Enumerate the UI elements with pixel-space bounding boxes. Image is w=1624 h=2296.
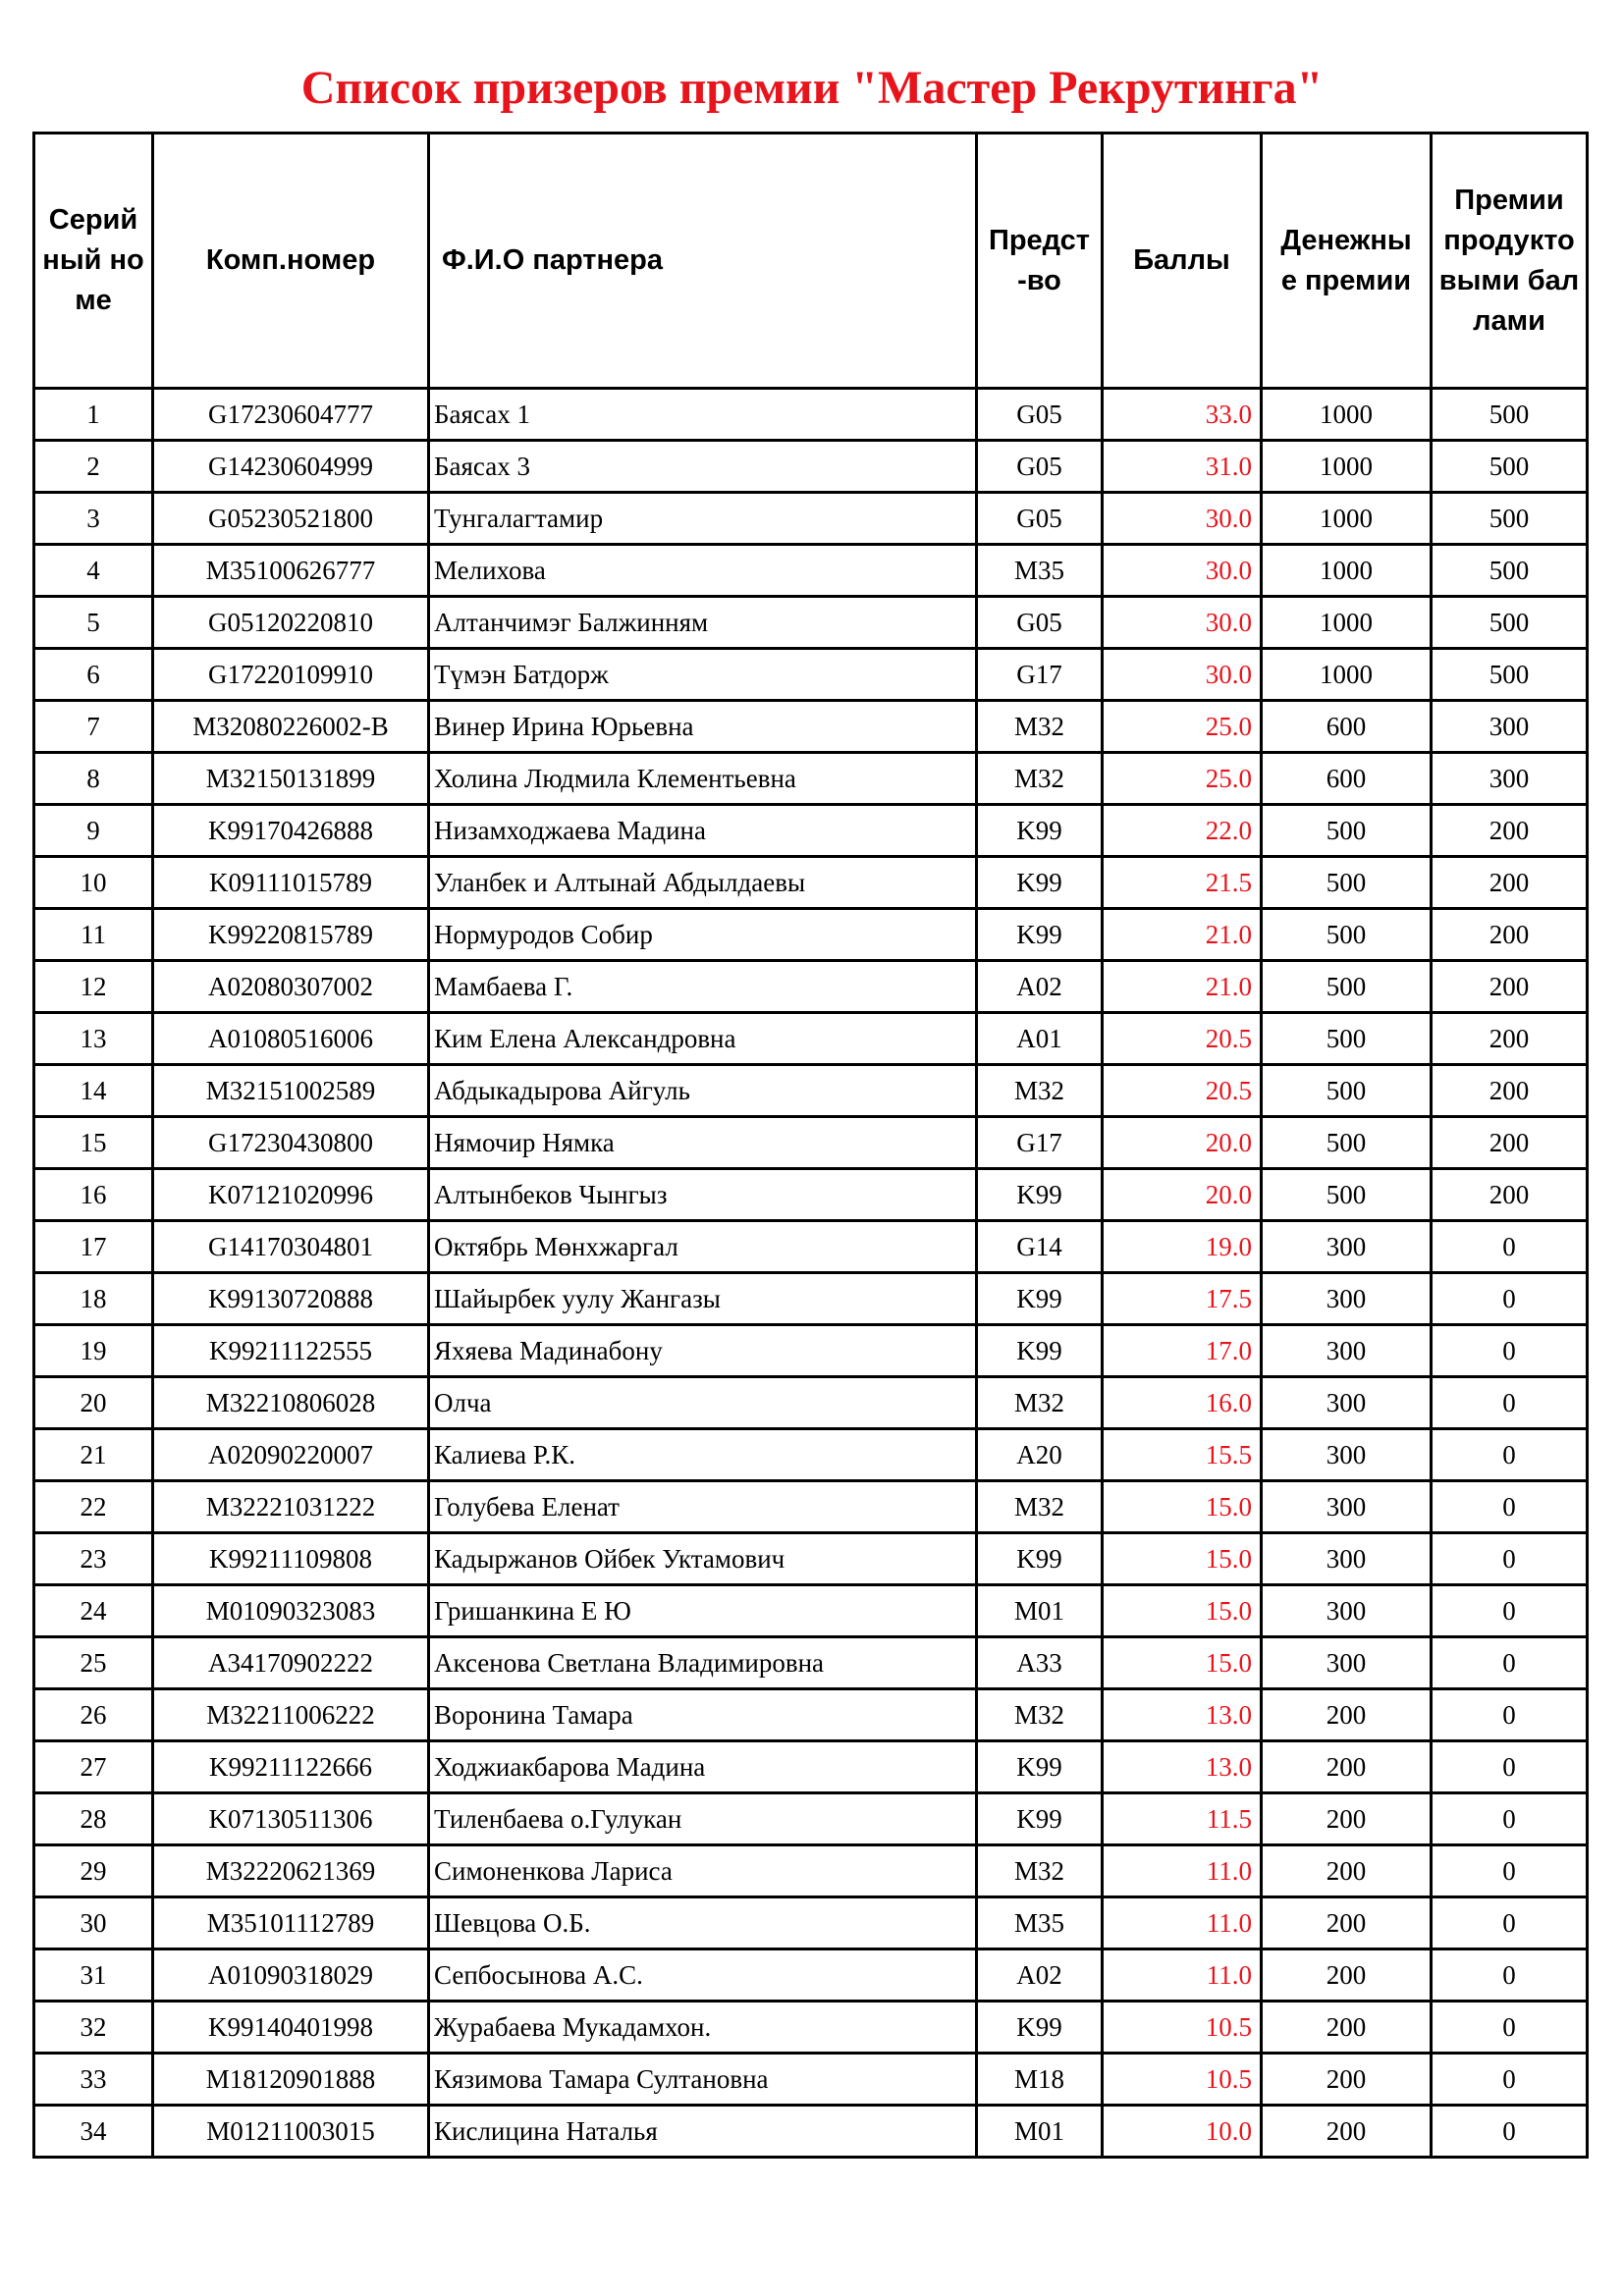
cell-serial: 33	[34, 2054, 153, 2106]
cell-product-prize: 200	[1432, 1013, 1588, 1065]
cell-product-prize: 0	[1432, 1845, 1588, 1897]
cell-serial: 6	[34, 649, 153, 701]
cell-office: A02	[977, 1949, 1103, 2002]
table-header-row	[34, 133, 1588, 389]
cell-office: G05	[977, 493, 1103, 545]
table-row	[34, 545, 1588, 597]
cell-cash-prize: 300	[1262, 1221, 1432, 1273]
table-body	[34, 389, 1588, 2158]
header-office	[977, 133, 1103, 389]
cell-product-prize: 500	[1432, 597, 1588, 649]
cell-points: 33.0	[1103, 389, 1262, 441]
cell-cash-prize: 200	[1262, 1741, 1432, 1793]
cell-comp-number: K99170426888	[153, 805, 429, 857]
cell-cash-prize: 200	[1262, 1689, 1432, 1741]
table-row	[34, 909, 1588, 961]
cell-comp-number: K07121020996	[153, 1169, 429, 1221]
cell-cash-prize: 500	[1262, 857, 1432, 909]
cell-product-prize: 500	[1432, 545, 1588, 597]
header-cash-prize	[1262, 133, 1432, 389]
cell-product-prize: 500	[1432, 441, 1588, 493]
cell-cash-prize: 200	[1262, 1949, 1432, 2002]
cell-comp-number: K99140401998	[153, 2002, 429, 2054]
cell-comp-number: G17230430800	[153, 1117, 429, 1169]
cell-points: 15.0	[1103, 1533, 1262, 1585]
cell-partner-name: Журабаева Мукадамхон.	[429, 2002, 977, 2054]
cell-cash-prize: 1000	[1262, 545, 1432, 597]
cell-points: 11.0	[1103, 1845, 1262, 1897]
header-office-line-1: Предст	[988, 224, 1091, 256]
cell-serial: 24	[34, 1585, 153, 1637]
cell-partner-name: Низамходжаева Мадина	[429, 805, 977, 857]
cell-serial: 11	[34, 909, 153, 961]
cell-product-prize: 0	[1432, 2054, 1588, 2106]
cell-serial: 1	[34, 389, 153, 441]
cell-product-prize: 200	[1432, 909, 1588, 961]
cell-serial: 5	[34, 597, 153, 649]
cell-product-prize: 200	[1432, 805, 1588, 857]
cell-points: 30.0	[1103, 545, 1262, 597]
cell-product-prize: 0	[1432, 1481, 1588, 1533]
cell-comp-number: M32221031222	[153, 1481, 429, 1533]
cell-serial: 3	[34, 493, 153, 545]
table-row	[34, 1481, 1588, 1533]
table-row	[34, 1429, 1588, 1481]
cell-serial: 34	[34, 2106, 153, 2158]
cell-points: 15.0	[1103, 1585, 1262, 1637]
cell-points: 20.0	[1103, 1117, 1262, 1169]
cell-office: M35	[977, 1897, 1103, 1949]
cell-partner-name: Түмэн Батдорж	[429, 649, 977, 701]
cell-comp-number: M18120901888	[153, 2054, 429, 2106]
cell-points: 11.0	[1103, 1949, 1262, 2002]
cell-serial: 25	[34, 1637, 153, 1689]
cell-partner-name: Алтанчимэг Балжинням	[429, 597, 977, 649]
cell-comp-number: G17230604777	[153, 389, 429, 441]
cell-product-prize: 300	[1432, 753, 1588, 805]
cell-office: A20	[977, 1429, 1103, 1481]
table-row	[34, 1637, 1588, 1689]
table-row	[34, 1065, 1588, 1117]
cell-points: 13.0	[1103, 1689, 1262, 1741]
cell-partner-name: Аксенова Светлана Владимировна	[429, 1637, 977, 1689]
table-row	[34, 1793, 1588, 1845]
cell-partner-name: Мелихова	[429, 545, 977, 597]
cell-comp-number: K99211109808	[153, 1533, 429, 1585]
header-comp-number: Комп.номер	[153, 133, 429, 389]
cell-comp-number: M32220621369	[153, 1845, 429, 1897]
cell-office: M32	[977, 1689, 1103, 1741]
cell-comp-number: K99211122555	[153, 1325, 429, 1377]
cell-serial: 2	[34, 441, 153, 493]
cell-points: 20.5	[1103, 1065, 1262, 1117]
cell-cash-prize: 300	[1262, 1429, 1432, 1481]
cell-product-prize: 200	[1432, 857, 1588, 909]
cell-comp-number: M32211006222	[153, 1689, 429, 1741]
cell-comp-number: K99130720888	[153, 1273, 429, 1325]
cell-office: K99	[977, 2002, 1103, 2054]
cell-cash-prize: 500	[1262, 909, 1432, 961]
cell-partner-name: Винер Ирина Юрьевна	[429, 701, 977, 753]
cell-serial: 20	[34, 1377, 153, 1429]
cell-serial: 14	[34, 1065, 153, 1117]
cell-cash-prize: 500	[1262, 1013, 1432, 1065]
cell-points: 13.0	[1103, 1741, 1262, 1793]
cell-comp-number: M01211003015	[153, 2106, 429, 2158]
cell-product-prize: 0	[1432, 1637, 1588, 1689]
cell-serial: 17	[34, 1221, 153, 1273]
cell-points: 30.0	[1103, 493, 1262, 545]
cell-office: A02	[977, 961, 1103, 1013]
cell-office: G17	[977, 1117, 1103, 1169]
cell-cash-prize: 200	[1262, 2002, 1432, 2054]
cell-points: 30.0	[1103, 649, 1262, 701]
cell-comp-number: M01090323083	[153, 1585, 429, 1637]
cell-comp-number: A01090318029	[153, 1949, 429, 2002]
cell-cash-prize: 200	[1262, 2106, 1432, 2158]
cell-cash-prize: 200	[1262, 2054, 1432, 2106]
cell-serial: 28	[34, 1793, 153, 1845]
table-row	[34, 1845, 1588, 1897]
cell-comp-number: K07130511306	[153, 1793, 429, 1845]
cell-serial: 19	[34, 1325, 153, 1377]
cell-product-prize: 0	[1432, 1897, 1588, 1949]
cell-serial: 16	[34, 1169, 153, 1221]
cell-office: M32	[977, 753, 1103, 805]
cell-office: G17	[977, 649, 1103, 701]
cell-cash-prize: 300	[1262, 1273, 1432, 1325]
cell-comp-number: G17220109910	[153, 649, 429, 701]
cell-office: G14	[977, 1221, 1103, 1273]
cell-cash-prize: 300	[1262, 1377, 1432, 1429]
cell-cash-prize: 300	[1262, 1325, 1432, 1377]
cell-product-prize: 0	[1432, 1741, 1588, 1793]
cell-cash-prize: 1000	[1262, 493, 1432, 545]
cell-points: 15.0	[1103, 1637, 1262, 1689]
cell-partner-name: Нямочир Нямка	[429, 1117, 977, 1169]
cell-partner-name: Мамбаева Г.	[429, 961, 977, 1013]
cell-serial: 29	[34, 1845, 153, 1897]
cell-product-prize: 0	[1432, 1793, 1588, 1845]
table-row	[34, 1325, 1588, 1377]
cell-partner-name: Гришанкина Е Ю	[429, 1585, 977, 1637]
cell-comp-number: M32080226002-B	[153, 701, 429, 753]
cell-serial: 8	[34, 753, 153, 805]
cell-serial: 31	[34, 1949, 153, 2002]
cell-comp-number: M32150131899	[153, 753, 429, 805]
cell-comp-number: G14230604999	[153, 441, 429, 493]
header-product-line-3: выми бал	[1438, 264, 1580, 296]
cell-serial: 22	[34, 1481, 153, 1533]
cell-serial: 4	[34, 545, 153, 597]
cell-office: K99	[977, 1741, 1103, 1793]
header-product-line-2: продукто	[1443, 224, 1575, 256]
cell-product-prize: 200	[1432, 1065, 1588, 1117]
table-row	[34, 389, 1588, 441]
cell-serial: 10	[34, 857, 153, 909]
cell-product-prize: 300	[1432, 701, 1588, 753]
table-row	[34, 1533, 1588, 1585]
cell-points: 25.0	[1103, 753, 1262, 805]
cell-cash-prize: 500	[1262, 1065, 1432, 1117]
cell-points: 17.0	[1103, 1325, 1262, 1377]
cell-partner-name: Холина Людмила Клементьевна	[429, 753, 977, 805]
cell-comp-number: G05230521800	[153, 493, 429, 545]
cell-office: M01	[977, 2106, 1103, 2158]
cell-partner-name: Калиева Р.К.	[429, 1429, 977, 1481]
cell-serial: 7	[34, 701, 153, 753]
cell-partner-name: Нормуродов Собир	[429, 909, 977, 961]
cell-comp-number: A02080307002	[153, 961, 429, 1013]
cell-serial: 15	[34, 1117, 153, 1169]
header-points: Баллы	[1103, 133, 1262, 389]
cell-cash-prize: 500	[1262, 1117, 1432, 1169]
header-partner-name: Ф.И.О партнера	[429, 133, 977, 389]
cell-office: K99	[977, 1169, 1103, 1221]
cell-points: 21.0	[1103, 961, 1262, 1013]
table-row	[34, 753, 1588, 805]
cell-cash-prize: 200	[1262, 1845, 1432, 1897]
table-row	[34, 1689, 1588, 1741]
cell-product-prize: 0	[1432, 1533, 1588, 1585]
cell-office: M32	[977, 1481, 1103, 1533]
cell-points: 21.5	[1103, 857, 1262, 909]
cell-comp-number: A34170902222	[153, 1637, 429, 1689]
cell-serial: 18	[34, 1273, 153, 1325]
table-row	[34, 1273, 1588, 1325]
cell-serial: 21	[34, 1429, 153, 1481]
cell-partner-name: Кадыржанов Ойбек Уктамович	[429, 1533, 977, 1585]
cell-product-prize: 0	[1432, 1429, 1588, 1481]
cell-product-prize: 500	[1432, 649, 1588, 701]
header-serial-line-2: ный но	[42, 244, 144, 276]
header-office-line-2: -во	[1017, 264, 1061, 296]
cell-points: 20.5	[1103, 1013, 1262, 1065]
cell-points: 31.0	[1103, 441, 1262, 493]
cell-comp-number: K09111015789	[153, 857, 429, 909]
cell-product-prize: 200	[1432, 961, 1588, 1013]
cell-comp-number: G05120220810	[153, 597, 429, 649]
cell-points: 10.0	[1103, 2106, 1262, 2158]
cell-partner-name: Ким Елена Александровна	[429, 1013, 977, 1065]
header-cash-line-2: е премии	[1280, 264, 1412, 296]
header-serial-number	[34, 133, 153, 389]
table-row	[34, 2054, 1588, 2106]
cell-comp-number: M35101112789	[153, 1897, 429, 1949]
table-row	[34, 1013, 1588, 1065]
cell-partner-name: Октябрь Мөнхжаргал	[429, 1221, 977, 1273]
cell-serial: 13	[34, 1013, 153, 1065]
cell-office: M32	[977, 701, 1103, 753]
table-row	[34, 2106, 1588, 2158]
table-row	[34, 961, 1588, 1013]
cell-partner-name: Ходжиакбарова Мадина	[429, 1741, 977, 1793]
cell-points: 17.5	[1103, 1273, 1262, 1325]
cell-office: M18	[977, 2054, 1103, 2106]
cell-partner-name: Шевцова О.Б.	[429, 1897, 977, 1949]
cell-office: K99	[977, 857, 1103, 909]
cell-office: K99	[977, 805, 1103, 857]
cell-points: 10.5	[1103, 2054, 1262, 2106]
cell-product-prize: 0	[1432, 1377, 1588, 1429]
cell-cash-prize: 1000	[1262, 597, 1432, 649]
table-row	[34, 1377, 1588, 1429]
table-row	[34, 1169, 1588, 1221]
table-row	[34, 597, 1588, 649]
cell-product-prize: 0	[1432, 1949, 1588, 2002]
cell-serial: 9	[34, 805, 153, 857]
cell-comp-number: K99211122666	[153, 1741, 429, 1793]
cell-serial: 26	[34, 1689, 153, 1741]
cell-cash-prize: 500	[1262, 805, 1432, 857]
cell-office: M32	[977, 1377, 1103, 1429]
cell-product-prize: 500	[1432, 493, 1588, 545]
cell-cash-prize: 300	[1262, 1533, 1432, 1585]
cell-partner-name: Баясах 1	[429, 389, 977, 441]
table-row	[34, 1585, 1588, 1637]
table-row	[34, 805, 1588, 857]
cell-office: G05	[977, 597, 1103, 649]
cell-points: 22.0	[1103, 805, 1262, 857]
cell-partner-name: Голубева Еленат	[429, 1481, 977, 1533]
cell-cash-prize: 600	[1262, 701, 1432, 753]
cell-product-prize: 200	[1432, 1169, 1588, 1221]
cell-partner-name: Баясах 3	[429, 441, 977, 493]
cell-partner-name: Алтынбеков Чынгыз	[429, 1169, 977, 1221]
header-product-line-4: лами	[1473, 304, 1545, 337]
cell-comp-number: G14170304801	[153, 1221, 429, 1273]
cell-serial: 23	[34, 1533, 153, 1585]
cell-partner-name: Тиленбаева о.Гулукан	[429, 1793, 977, 1845]
cell-partner-name: Уланбек и Алтынай Абдылдаевы	[429, 857, 977, 909]
cell-office: K99	[977, 1325, 1103, 1377]
cell-cash-prize: 300	[1262, 1481, 1432, 1533]
cell-office: G05	[977, 389, 1103, 441]
cell-points: 10.5	[1103, 2002, 1262, 2054]
cell-comp-number: A02090220007	[153, 1429, 429, 1481]
header-product-prize	[1432, 133, 1588, 389]
table-row	[34, 649, 1588, 701]
cell-office: M01	[977, 1585, 1103, 1637]
cell-office: K99	[977, 1533, 1103, 1585]
table-row	[34, 1221, 1588, 1273]
cell-office: K99	[977, 909, 1103, 961]
cell-product-prize: 500	[1432, 389, 1588, 441]
cell-partner-name: Яхяева Мадинабону	[429, 1325, 977, 1377]
cell-serial: 12	[34, 961, 153, 1013]
cell-points: 19.0	[1103, 1221, 1262, 1273]
cell-office: K99	[977, 1273, 1103, 1325]
cell-cash-prize: 300	[1262, 1585, 1432, 1637]
cell-serial: 32	[34, 2002, 153, 2054]
cell-office: A01	[977, 1013, 1103, 1065]
cell-partner-name: Олча	[429, 1377, 977, 1429]
cell-partner-name: Абдыкадырова Айгуль	[429, 1065, 977, 1117]
cell-comp-number: A01080516006	[153, 1013, 429, 1065]
cell-cash-prize: 1000	[1262, 649, 1432, 701]
table-row	[34, 1741, 1588, 1793]
cell-comp-number: K99220815789	[153, 909, 429, 961]
cell-comp-number: M32210806028	[153, 1377, 429, 1429]
table-row	[34, 493, 1588, 545]
cell-product-prize: 0	[1432, 1689, 1588, 1741]
cell-cash-prize: 500	[1262, 1169, 1432, 1221]
cell-partner-name: Шайырбек уулу Жангазы	[429, 1273, 977, 1325]
cell-office: M35	[977, 545, 1103, 597]
cell-serial: 30	[34, 1897, 153, 1949]
cell-cash-prize: 200	[1262, 1793, 1432, 1845]
cell-points: 15.0	[1103, 1481, 1262, 1533]
cell-office: A33	[977, 1637, 1103, 1689]
table-row	[34, 857, 1588, 909]
cell-cash-prize: 200	[1262, 1897, 1432, 1949]
cell-partner-name: Воронина Тамара	[429, 1689, 977, 1741]
header-serial-line-1: Серий	[48, 204, 138, 236]
header-serial-line-3: ме	[75, 285, 112, 316]
cell-partner-name: Кязимова Тамара Султановна	[429, 2054, 977, 2106]
table-row	[34, 701, 1588, 753]
cell-product-prize: 0	[1432, 1221, 1588, 1273]
cell-office: K99	[977, 1793, 1103, 1845]
table-row	[34, 1949, 1588, 2002]
cell-office: M32	[977, 1845, 1103, 1897]
cell-cash-prize: 500	[1262, 961, 1432, 1013]
prize-winners-table	[32, 132, 1589, 2159]
cell-partner-name: Сепбосынова А.С.	[429, 1949, 977, 2002]
cell-points: 15.5	[1103, 1429, 1262, 1481]
header-cash-line-1: Денежны	[1280, 224, 1412, 256]
cell-points: 30.0	[1103, 597, 1262, 649]
cell-points: 11.0	[1103, 1897, 1262, 1949]
cell-points: 21.0	[1103, 909, 1262, 961]
table-row	[34, 1117, 1588, 1169]
cell-product-prize: 0	[1432, 1585, 1588, 1637]
cell-points: 20.0	[1103, 1169, 1262, 1221]
cell-cash-prize: 300	[1262, 1637, 1432, 1689]
cell-cash-prize: 1000	[1262, 441, 1432, 493]
table-row	[34, 2002, 1588, 2054]
cell-comp-number: M35100626777	[153, 545, 429, 597]
cell-comp-number: M32151002589	[153, 1065, 429, 1117]
cell-product-prize: 0	[1432, 1325, 1588, 1377]
cell-points: 25.0	[1103, 701, 1262, 753]
cell-partner-name: Тунгалагтамир	[429, 493, 977, 545]
cell-partner-name: Кислицина Наталья	[429, 2106, 977, 2158]
cell-points: 11.5	[1103, 1793, 1262, 1845]
cell-product-prize: 0	[1432, 1273, 1588, 1325]
table-row	[34, 441, 1588, 493]
cell-cash-prize: 600	[1262, 753, 1432, 805]
cell-product-prize: 0	[1432, 2106, 1588, 2158]
cell-points: 16.0	[1103, 1377, 1262, 1429]
header-product-line-1: Премии	[1454, 184, 1564, 216]
cell-cash-prize: 1000	[1262, 389, 1432, 441]
cell-product-prize: 0	[1432, 2002, 1588, 2054]
document-title: Список призеров премии "Мастер Рекрутинга"	[300, 62, 1324, 114]
cell-partner-name: Симоненкова Лариса	[429, 1845, 977, 1897]
cell-office: M32	[977, 1065, 1103, 1117]
cell-product-prize: 200	[1432, 1117, 1588, 1169]
cell-office: G05	[977, 441, 1103, 493]
table-row	[34, 1897, 1588, 1949]
cell-serial: 27	[34, 1741, 153, 1793]
